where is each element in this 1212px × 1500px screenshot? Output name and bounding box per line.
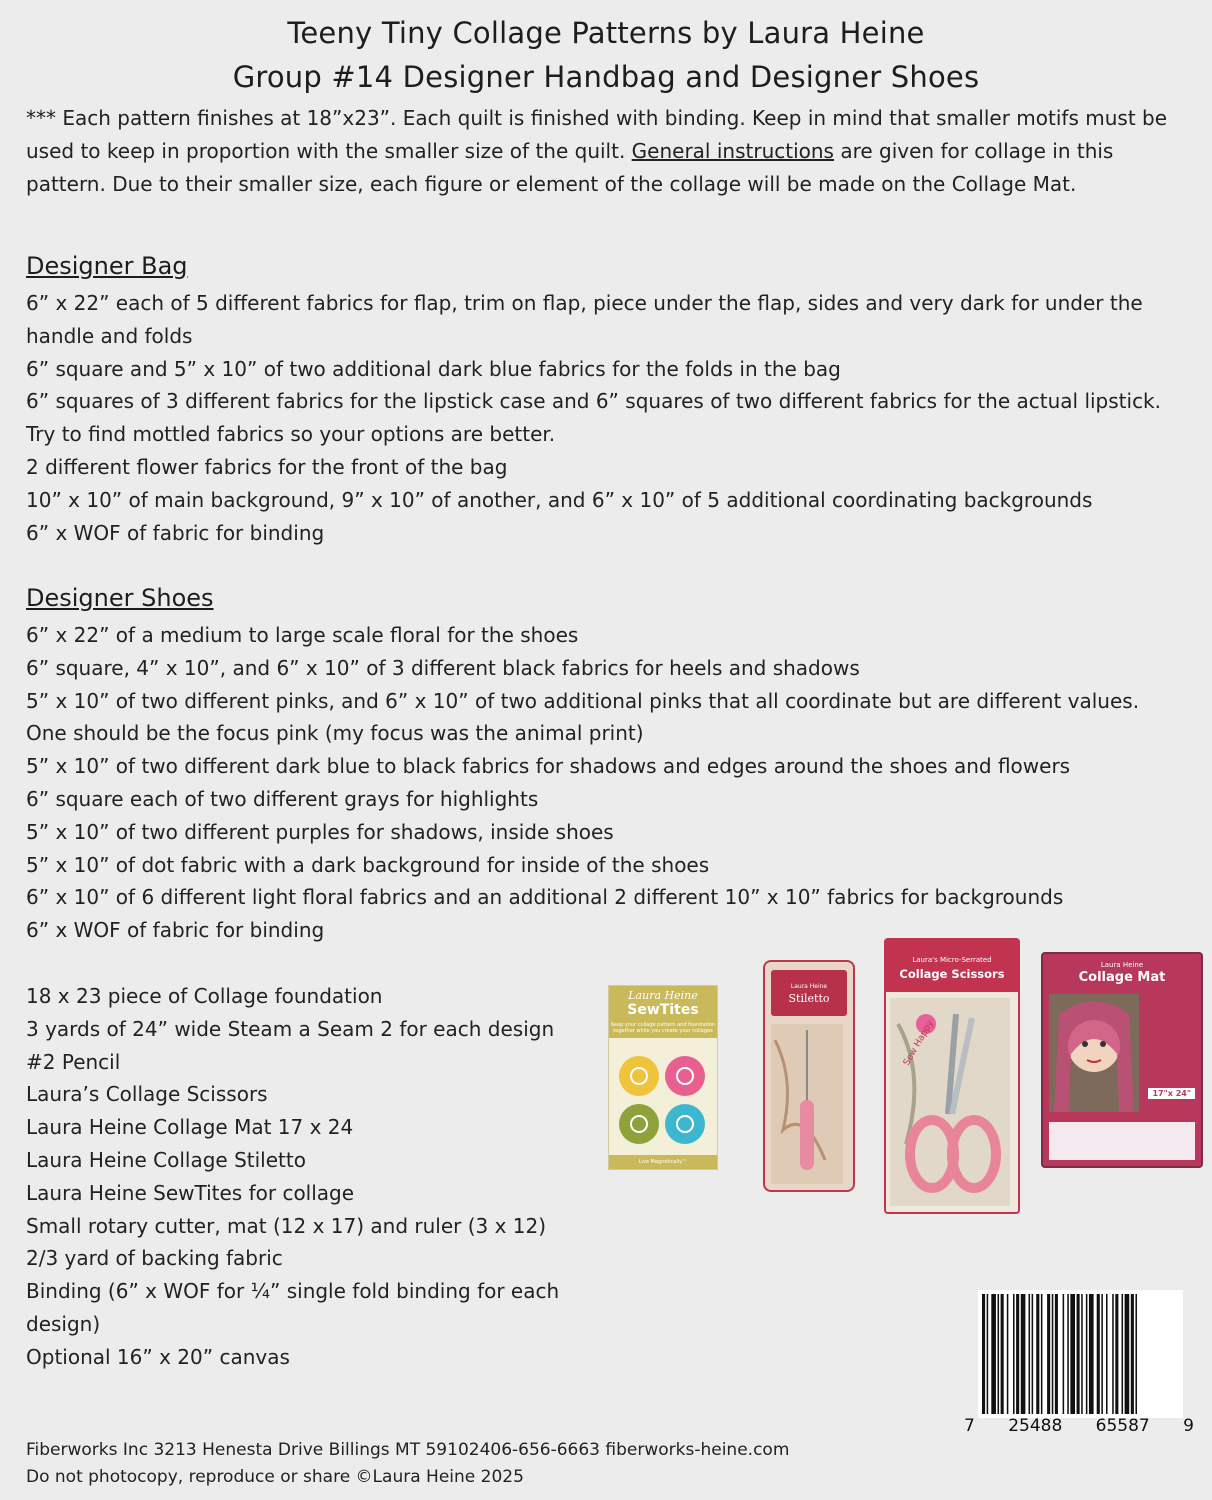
list-item: 6” x WOF of fabric for binding [26, 520, 325, 545]
mat-name: Collage Mat [1078, 970, 1166, 985]
supplies-list [26, 980, 606, 1374]
intro-text-start: *** Each pattern finishes at 18”x23”. Each quilt is finished with binding. Keep in mind that smaller motifs must be used to keep in proportion with the smaller size of the quilt. [26, 106, 1168, 163]
list-item: 6” squares of 3 different fabrics for the lipstick case and 6” squares of two different fabrics for the actual lipstick. Try to find mottled fabrics so your options are better. [26, 389, 1161, 447]
scissors-logo-text: Sew Happy [901, 1018, 936, 1068]
list-item: 6” square each of two different grays for highlights [26, 786, 539, 811]
barcode-digit-group: 25488 [1008, 1416, 1063, 1436]
barcode-digits [964, 1416, 1194, 1436]
stiletto-tool-icon [765, 1020, 849, 1188]
list-item: 6” x 22” of a medium to large scale floral for the shoes [26, 623, 579, 647]
intro-text-end: are given for collage in this pattern. Due to their smaller size, each figure or element of the collage will be made on the Collage Mat. [26, 139, 1114, 196]
collage-portrait-icon [1049, 994, 1139, 1112]
sewtites-footer: Live Magnetically™ [609, 1155, 717, 1169]
collage-mat-product-image [1041, 952, 1203, 1168]
list-item: 2 different flower fabrics for the front of the bag [26, 454, 508, 479]
designer-bag-heading: Designer Bag [26, 252, 188, 280]
list-item: 6” square, 4” x 10”, and 6” x 10” of 3 different black fabrics for heels and shadows [26, 655, 860, 680]
designer-shoes-heading: Designer Shoes [26, 584, 214, 612]
barcode-bars [978, 1290, 1183, 1418]
flower-magnets-icon [609, 1046, 717, 1156]
list-item: 5” x 10” of dot fabric with a dark background for inside of the shoes [26, 852, 710, 877]
list-item: 5” x 10” of two different purples for shadows, inside shoes [26, 819, 614, 844]
barcode-digit-group: 7 [964, 1416, 975, 1436]
scissors-name: Collage Scissors [899, 967, 1005, 981]
mat-size-badge: 17"x 24" [1148, 1088, 1195, 1099]
list-item: 6” x 10” of 6 different light floral fabrics and an additional 2 different 10” x 10” fabrics for backgrounds [26, 885, 1064, 910]
intro-paragraph [26, 102, 1176, 201]
list-item: Small rotary cutter, mat (12 x 17) and ruler (3 x 12) [26, 1213, 547, 1238]
page-title: Teeny Tiny Collage Patterns by Laura Heine [287, 16, 925, 50]
list-item: 6” x 22” each of 5 different fabrics for flap, trim on flap, piece under the flap, sides and very dark for under the handle and folds [26, 291, 1143, 348]
list-item: Laura Heine Collage Mat 17 x 24 [26, 1115, 354, 1140]
stiletto-product-image [763, 960, 855, 1192]
barcode-digit-group: 9 [1183, 1416, 1194, 1436]
sewtites-brand: Laura Heine [628, 989, 698, 1002]
scissors-brand: Laura's Micro-Serrated [912, 956, 992, 964]
scissors-icon [886, 994, 1014, 1210]
page-subtitle: Group #14 Designer Handbag and Designer Shoes [232, 60, 980, 94]
list-item: 6” x WOF of fabric for binding [26, 918, 325, 943]
designer-bag-list [26, 287, 1186, 549]
designer-shoes-list [26, 619, 1186, 947]
footer-address: Fiberworks Inc 3213 Henesta Drive Billings MT 59102406-656-6663 fiberworks-heine.com [26, 1440, 790, 1460]
stiletto-name: Stiletto [788, 992, 830, 1005]
sewtites-tagline: Keep your collage pattern and foundation together while you create your collages [610, 1022, 716, 1034]
sewtites-product-image [608, 985, 718, 1170]
list-item: Optional 16” x 20” canvas [26, 1344, 290, 1369]
general-instructions-link[interactable]: General instructions [631, 139, 834, 163]
sewtites-name: SewTites [627, 1002, 699, 1018]
list-item: 5” x 10” of two different dark blue to black fabrics for shadows and edges around the shoes and flowers [26, 754, 1071, 779]
barcode [978, 1290, 1183, 1418]
list-item: #2 Pencil [26, 1049, 121, 1074]
list-item: 10” x 10” of main background, 9” x 10” of another, and 6” x 10” of 5 additional coordinating backgrounds [26, 487, 1093, 512]
list-item: 18 x 23 piece of Collage foundation [26, 984, 383, 1008]
list-item: Laura Heine Collage Stiletto [26, 1147, 306, 1172]
list-item: 5” x 10” of two different pinks, and 6” x 10” of two additional pinks that all coordinate but are different values. One should be the focus pink (my focus was the animal print) [26, 688, 1140, 746]
list-item: Laura Heine SewTites for collage [26, 1180, 355, 1205]
footer-copyright: Do not photocopy, reproduce or share ©Laura Heine 2025 [26, 1467, 524, 1487]
list-item: 3 yards of 24” wide Steam a Seam 2 for each design [26, 1016, 555, 1041]
stiletto-brand: Laura Heine [790, 983, 828, 990]
mat-brand: Laura Heine [1100, 961, 1144, 969]
list-item: Laura’s Collage Scissors [26, 1082, 268, 1107]
list-item: Binding (6” x WOF for ¼” single fold binding for each design) [26, 1279, 560, 1336]
collage-scissors-product-image [884, 938, 1020, 1214]
barcode-digit-group: 65587 [1095, 1416, 1150, 1436]
list-item: 2/3 yard of backing fabric [26, 1246, 283, 1271]
list-item: 6” square and 5” x 10” of two additional dark blue fabrics for the folds in the bag [26, 356, 841, 381]
